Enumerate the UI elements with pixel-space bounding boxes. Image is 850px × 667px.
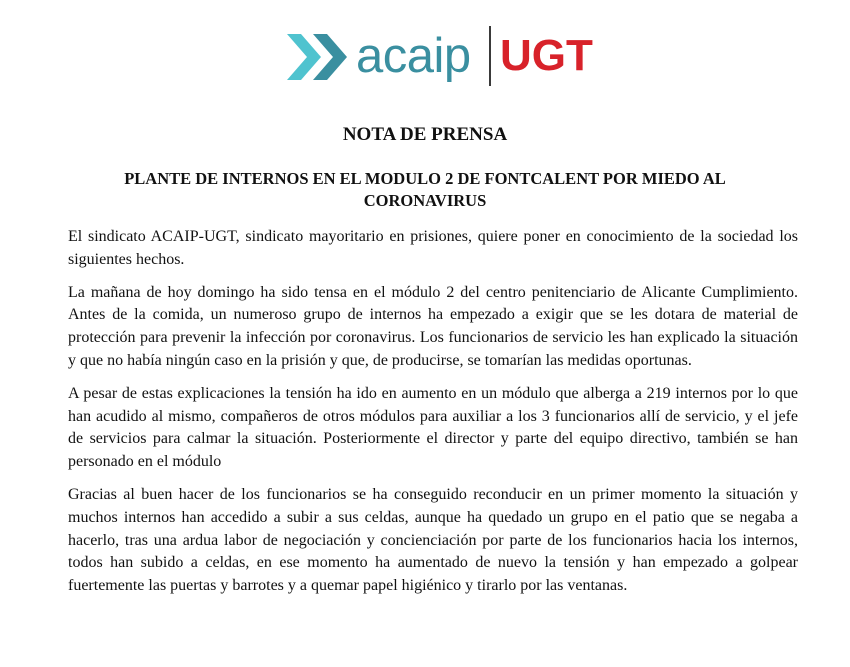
paragraph: El sindicato ACAIP-UGT, sindicato mayoritario en prisiones, quiere poner en conocimiento de la sociedad los siguientes hechos. (68, 228, 798, 268)
paragraph: A pesar de estas explicaciones la tensión ha ido en aumento en un módulo que alberga a 219 internos por lo que han acudido al mismo, compañeros de otros módulos para auxiliar a los 3 funcionarios allí de servicio, y el jefe de servicios para calmar la situación. Posteriormente el director y parte del equipo directivo, también se han personado en el módulo (68, 384, 798, 471)
logo-divider (489, 26, 491, 86)
document-body (68, 226, 798, 608)
acaip-ugt-logo (0, 26, 850, 88)
document-headline: PLANTE DE INTERNOS EN EL MODULO 2 DE FONTCALENT POR MIEDO AL CORONAVIRUS (124, 169, 726, 210)
logo-acaip-text: acaip (356, 29, 471, 83)
paragraph: Gracias al buen hacer de los funcionarios se ha conseguido reconducir en un primer momento la situación y muchos internos han accedido a subir a sus celdas, aunque ha quedado un grupo en el patio que se negaba a hacerlo, tras una ardua labor de negociación y concienciación por parte de los funcionarios hacia los internos, todos han subido a celdas, en ese momento ha aumentado de nuevo la tensión y han empezado a golpear fuertemente las puertas y barrotes y a quemar papel higiénico y tirarlo por las ventanas. (68, 485, 798, 595)
document-title: NOTA DE PRENSA (342, 124, 508, 145)
logo-ugt-text: UGT (500, 31, 593, 80)
double-chevron-icon (287, 32, 351, 82)
paragraph: La mañana de hoy domingo ha sido tensa en el módulo 2 del centro penitenciario de Alicante Cumplimiento. Antes de la comida, un numeroso grupo de internos ha empezado a exigir que se les dotara de material de protección para prevenir la infección por coronavirus. Los funcionarios de servicio les han explicado la situación y que no había ningún caso en la prisión y que, de producirse, se tomarían las medidas oportunas. (68, 283, 798, 369)
